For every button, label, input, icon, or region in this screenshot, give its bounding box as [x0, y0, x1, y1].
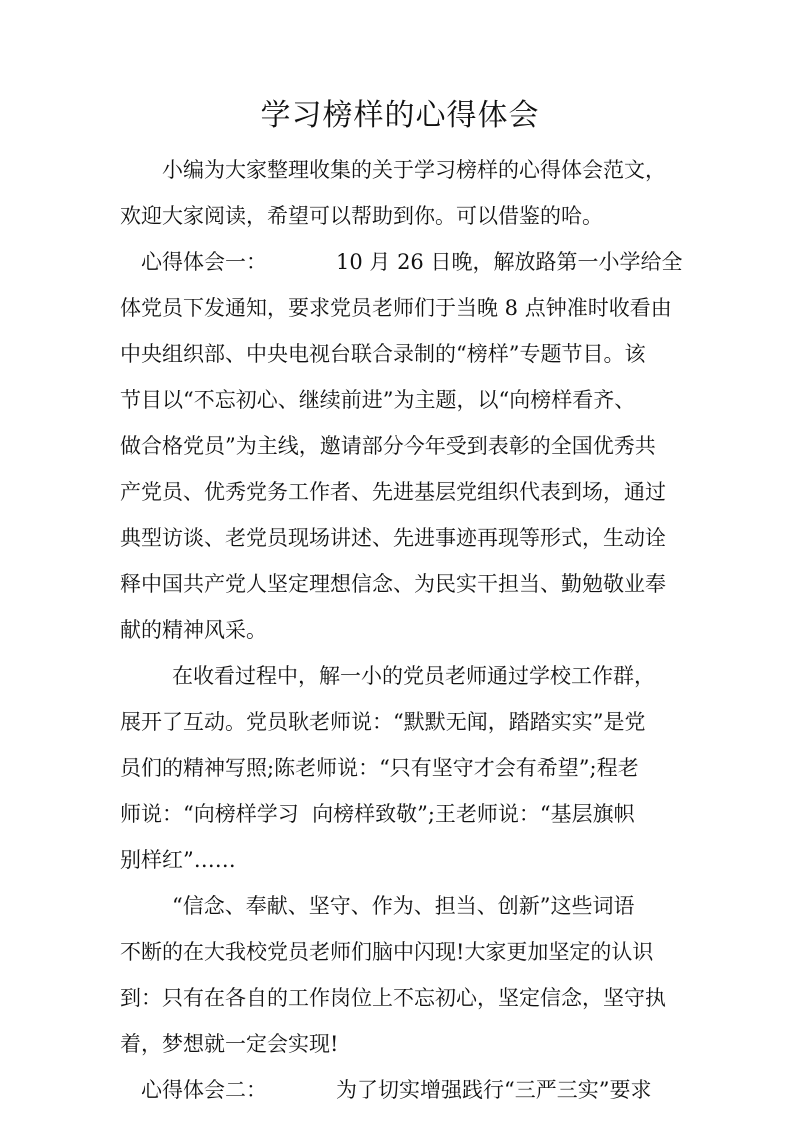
line-text: 到：只有在各自的工作岗位上不忘初心，坚定信念，坚守执	[120, 986, 666, 1010]
paragraph-line	[0, 699, 800, 745]
paragraph-line	[0, 1067, 800, 1113]
paragraph-line	[0, 929, 800, 975]
paragraph-line	[0, 607, 800, 653]
paragraph-line	[0, 837, 800, 883]
line-text: 体党员下发通知，要求党员老师们于当晚 8 点钟准时收看由	[120, 296, 672, 320]
paragraph-line	[0, 653, 800, 699]
line-text: 典型访谈、老党员现场讲述、先进事迹再现等形式，生动诠	[120, 526, 666, 550]
line-text: 员们的精神写照;陈老师说：“只有坚守才会有希望”;程老	[120, 756, 639, 780]
line-text: 着，梦想就一定会实现!	[120, 1032, 339, 1056]
line-text: 小编为大家整理收集的关于学习榜样的心得体会范文，	[162, 158, 666, 182]
line-text: 在收看过程中，解一小的党员老师通过学校工作群，	[172, 664, 655, 688]
paragraph-line	[0, 975, 800, 1021]
paragraph-line	[0, 377, 800, 423]
line-text: 中央组织部、中央电视台联合录制的“榜样”专题节目。该	[120, 342, 646, 366]
line-text: 产党员、优秀党务工作者、先进基层党组织代表到场，通过	[120, 480, 666, 504]
paragraph-line	[0, 285, 800, 331]
line-text: 不断的在大我校党员老师们脑中闪现!大家更加坚定的认识	[120, 940, 654, 964]
line-text: “信念、奉献、坚守、作为、担当、创新”这些词语	[172, 894, 635, 918]
line-text: 欢迎大家阅读，希望可以帮助到你。可以借鉴的哈。	[120, 204, 603, 228]
paragraph-line	[0, 791, 800, 837]
paragraph-line	[0, 1021, 800, 1067]
paragraph-line	[0, 515, 800, 561]
paragraph-line	[0, 561, 800, 607]
section-label: 心得体会二：	[141, 1078, 267, 1102]
paragraph-line	[0, 745, 800, 791]
paragraph-line	[0, 147, 800, 193]
paragraph-line	[0, 469, 800, 515]
paragraph-line	[0, 331, 800, 377]
section-label: 心得体会一：	[141, 250, 267, 274]
paragraph-line	[0, 423, 800, 469]
line-text: 为了切实增强践行“三严三实”要求	[336, 1078, 652, 1102]
line-text: 释中国共产党人坚定理想信念、为民实干担当、勤勉敬业奉	[120, 572, 666, 596]
line-text: 10 月 26 日晚，解放路第一小学给全	[336, 250, 683, 274]
line-text: 献的精神风采。	[120, 618, 267, 642]
line-text: 节目以“不忘初心、继续前进”为主题，以“向榜样看齐、	[120, 388, 636, 412]
line-text: 别样红”……	[120, 848, 236, 872]
paragraph-line	[0, 193, 800, 239]
line-text: 师说：“向榜样学习 向榜样致敬”;王老师说：“基层旗帜	[120, 802, 635, 826]
document-title: 学习榜样的心得体会	[260, 98, 540, 133]
line-text: 展开了互动。党员耿老师说：“默默无闻，踏踏实实”是党	[120, 710, 646, 734]
paragraph-line	[0, 883, 800, 929]
paragraph-line	[0, 239, 800, 285]
line-text: 做合格党员”为主线，邀请部分今年受到表彰的全国优秀共	[120, 434, 656, 458]
